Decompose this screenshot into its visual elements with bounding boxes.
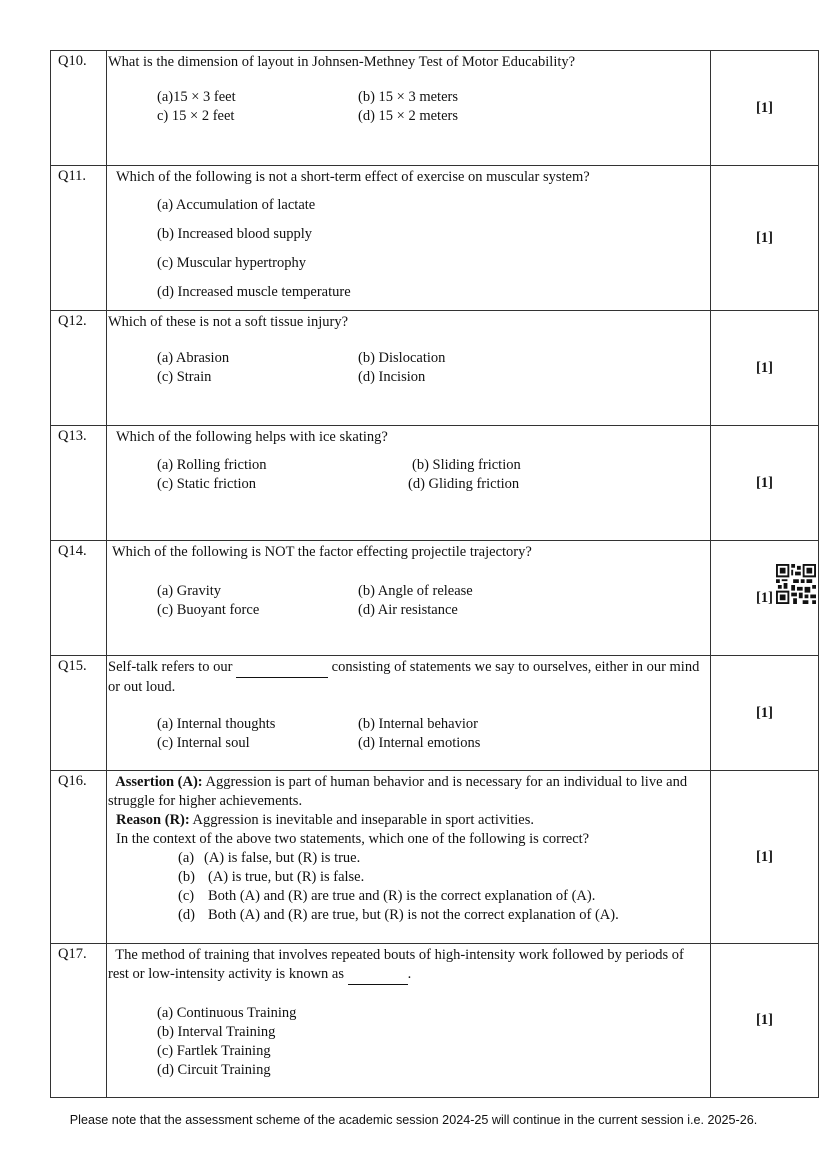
option: (d) Both (A) and (R) are true, but (R) is not the correct explanation of (A). (178, 907, 619, 923)
question-text: Which of the following helps with ice skating? (116, 429, 388, 445)
option: (d) Circuit Training (157, 1062, 271, 1078)
fill-blank (348, 965, 408, 985)
question-row (51, 311, 819, 426)
options-grid (157, 349, 708, 387)
option: (d) 15 × 2 meters (358, 108, 458, 124)
option: (b) Internal behavior (358, 716, 478, 732)
option: (b) Dislocation (358, 350, 446, 366)
question-body (107, 944, 711, 1098)
option: (a) Gravity (157, 583, 222, 599)
question-number: Q11. (51, 166, 107, 311)
question-body (107, 541, 711, 656)
option: (c) Both (A) and (R) are true and (R) is the correct explanation of (A). (178, 888, 596, 904)
marks: [1] (711, 166, 819, 311)
options-list (157, 1004, 708, 1080)
marks: [1] (711, 541, 819, 656)
question-number: Q12. (51, 311, 107, 426)
question-number: Q16. (51, 771, 107, 944)
question-text: Self-talk refers to our consisting of statements we say to ourselves, either in our mind or out loud. (108, 659, 700, 695)
option: (d) Gliding friction (408, 476, 520, 492)
option: (a) Internal thoughts (157, 716, 276, 732)
options-list (157, 191, 708, 307)
qr-code-icon (776, 564, 816, 604)
option: (d) Incision (358, 369, 426, 385)
option: (d) Increased muscle temperature (157, 284, 351, 300)
option: (c) Fartlek Training (157, 1043, 271, 1059)
options-grid (157, 88, 708, 126)
question-text: What is the dimension of layout in Johnsen-Methney Test of Motor Educability? (108, 54, 576, 70)
question-row (51, 426, 819, 541)
option: c) 15 × 2 feet (157, 108, 235, 124)
option: (b) 15 × 3 meters (358, 89, 458, 105)
option: (a) Continuous Training (157, 1005, 297, 1021)
option: (b) Sliding friction (412, 457, 521, 473)
question-text: Which of these is not a soft tissue injury? (108, 314, 349, 330)
question-text: Which of the following is NOT the factor effecting projectile trajectory? (112, 544, 532, 560)
option: (c) Static friction (157, 476, 257, 492)
options-list (178, 849, 708, 925)
option: (c) Internal soul (157, 735, 250, 751)
marks: [1] (711, 311, 819, 426)
question-number: Q14. (51, 541, 107, 656)
option: (b) Increased blood supply (157, 226, 313, 242)
marks: [1] (711, 51, 819, 166)
option: (a) Abrasion (157, 350, 230, 366)
question-row (51, 771, 819, 944)
question-body (107, 426, 711, 541)
question-prompt: In the context of the above two statements, which one of the following is correct? (116, 831, 590, 847)
question-body (107, 311, 711, 426)
options-grid (157, 456, 708, 494)
question-number: Q13. (51, 426, 107, 541)
question-body (107, 771, 711, 944)
option: (c) Muscular hypertrophy (157, 255, 306, 271)
question-number: Q15. (51, 656, 107, 771)
option: (d) Air resistance (358, 602, 458, 618)
option: (d) Internal emotions (358, 735, 481, 751)
question-row (51, 166, 819, 311)
option: (b) Angle of release (358, 583, 473, 599)
question-row (51, 51, 819, 166)
question-body (107, 166, 711, 311)
options-grid (157, 715, 708, 753)
question-body (107, 51, 711, 166)
footer-note: Please note that the assessment scheme of the academic session 2024-25 will continue in the current session i.e. 2025-26. (69, 1113, 758, 1127)
fill-blank (236, 658, 328, 678)
assertion: Assertion (A): Aggression is part of human behavior and is necessary for an individual to live and struggle for higher achievements. (108, 774, 688, 809)
option: (b) Interval Training (157, 1024, 276, 1040)
option: (c) Buoyant force (157, 602, 260, 618)
option: (a) Rolling friction (157, 457, 267, 473)
question-table (50, 50, 819, 1098)
question-text: Which of the following is not a short-term effect of exercise on muscular system? (116, 169, 590, 185)
option: (a) Accumulation of lactate (157, 197, 316, 213)
marks: [1] (711, 426, 819, 541)
question-number: Q17. (51, 944, 107, 1098)
option: (b) (A) is true, but (R) is false. (178, 869, 365, 885)
marks: [1] (711, 771, 819, 944)
question-body (107, 656, 711, 771)
question-number: Q10. (51, 51, 107, 166)
reason: Reason (R): Aggression is inevitable and inseparable in sport activities. (116, 812, 535, 828)
question-text: The method of training that involves repeated bouts of high-intensity work followed by periods of rest or low-intensity activity is known as . (108, 946, 708, 985)
marks: [1] (711, 944, 819, 1098)
question-row (51, 541, 819, 656)
marks: [1] (711, 656, 819, 771)
options-grid (157, 582, 708, 620)
option: (a)15 × 3 feet (157, 89, 236, 105)
option: (a) (A) is false, but (R) is true. (178, 850, 361, 866)
question-row (51, 944, 819, 1098)
question-row (51, 656, 819, 771)
option: (c) Strain (157, 369, 212, 385)
